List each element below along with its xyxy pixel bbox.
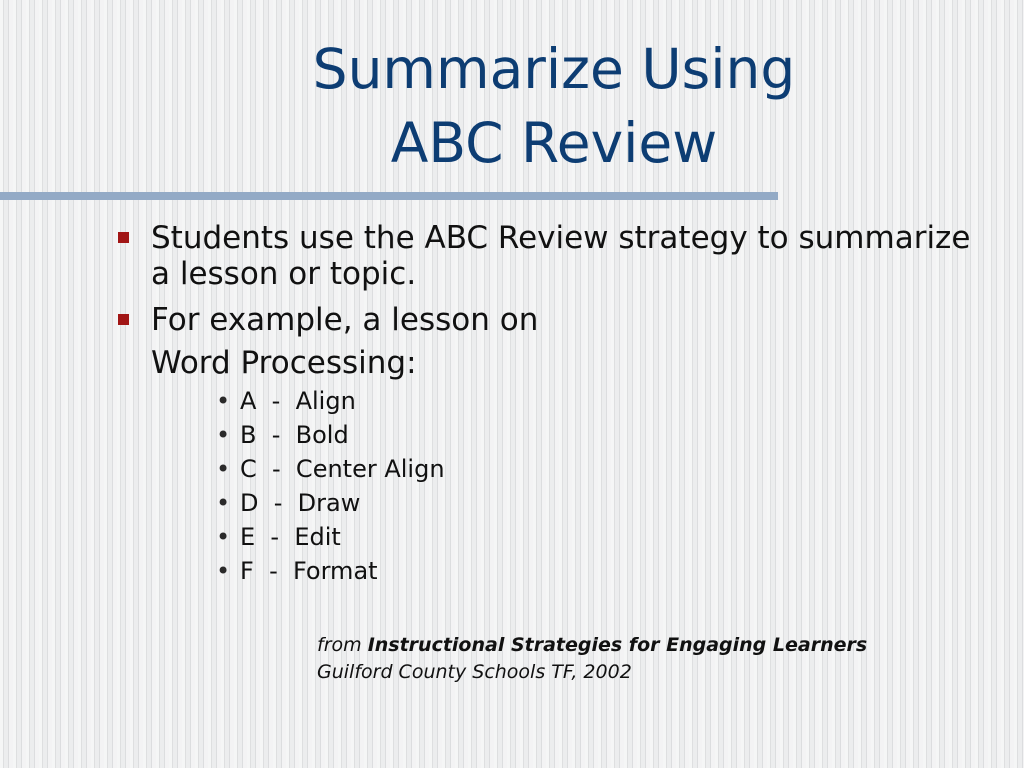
- abc-item-text: F - Format: [240, 557, 378, 585]
- title-line-2: ABC Review: [390, 111, 718, 175]
- slide-title: [230, 32, 878, 180]
- bullet-list: [118, 220, 998, 391]
- dot-bullet-icon: •: [216, 387, 231, 415]
- abc-item-e: [216, 520, 445, 554]
- title-divider: [0, 192, 778, 200]
- dot-bullet-icon: •: [216, 489, 231, 517]
- bullet-item-1: [118, 220, 998, 292]
- citation-line-1: [317, 632, 867, 659]
- bullet-item-2: [118, 302, 998, 381]
- square-bullet-icon: [118, 232, 129, 243]
- abc-item-text: E - Edit: [240, 523, 341, 551]
- abc-item-text: C - Center Align: [240, 455, 445, 483]
- citation-prefix: from: [317, 634, 362, 656]
- dot-bullet-icon: •: [216, 557, 231, 585]
- bullet-text-2: For example, a lesson on: [151, 302, 539, 338]
- citation: [317, 632, 867, 686]
- bullet-text-1: Students use the ABC Review strategy to summarize a lesson or topic.: [151, 220, 971, 292]
- abc-item-text: D - Draw: [240, 489, 361, 517]
- square-bullet-icon: [118, 314, 129, 325]
- dot-bullet-icon: •: [216, 421, 231, 449]
- dot-bullet-icon: •: [216, 523, 231, 551]
- abc-item-f: [216, 554, 445, 588]
- title-line-1: Summarize Using: [312, 37, 796, 101]
- citation-line-2: Guilford County Schools TF, 2002: [317, 661, 632, 683]
- abc-item-c: [216, 452, 445, 486]
- abc-item-text: A - Align: [240, 387, 356, 415]
- bullet-text-2-continuation: Word Processing:: [151, 345, 417, 381]
- abc-item-b: [216, 418, 445, 452]
- abc-item-d: [216, 486, 445, 520]
- abc-list: [216, 384, 445, 588]
- abc-item-a: [216, 384, 445, 418]
- citation-source: Instructional Strategies for Engaging Learners: [367, 634, 868, 656]
- abc-item-text: B - Bold: [240, 421, 349, 449]
- dot-bullet-icon: •: [216, 455, 231, 483]
